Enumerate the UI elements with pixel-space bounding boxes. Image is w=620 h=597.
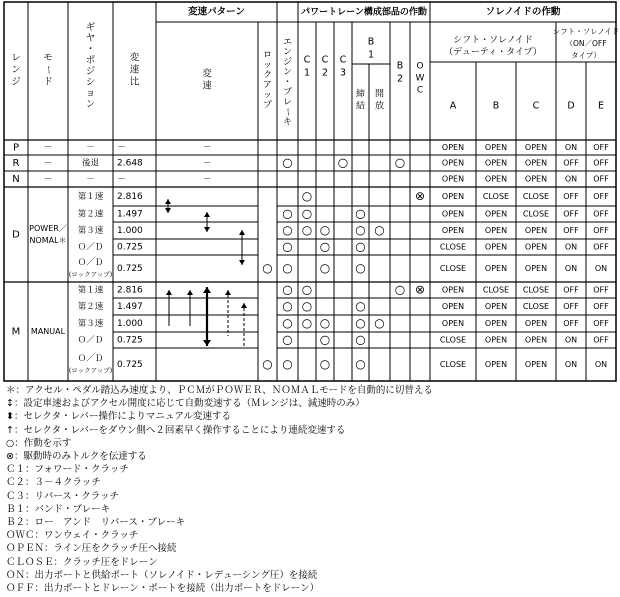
cell-solenoid-c: OPEN (524, 360, 548, 369)
cell-ratio: 1.000 (117, 226, 143, 236)
cell-solenoid-c: OPEN (524, 158, 548, 168)
header-gear-position: ギ (85, 22, 96, 33)
cell-solenoid-a: OPEN (441, 192, 465, 201)
cell-solenoid-d: ON (564, 143, 578, 152)
cell-solenoid-e: OFF (593, 174, 609, 184)
auto-shift-dashed-arrow-head (225, 290, 231, 295)
cell-gear: Ｏ／Ｄ (77, 258, 104, 268)
note-line: ⬍：セレクタ・レバー操作によりマニュアル変速する (6, 411, 232, 423)
note-line: ＊：アクセル・ペダル踏込み速度より、ＰＣＭがＰＯＷＥＲ、ＮＯＭＡＬモードを自動的に切替える (6, 385, 433, 396)
operation-mark-b2: ○ (394, 155, 406, 170)
header-lockup: ア (262, 80, 273, 91)
cell-solenoid-a: CLOSE (439, 242, 467, 252)
cell-solenoid-c: OPEN (524, 335, 548, 345)
header-lockup: プ (262, 100, 273, 111)
header-shift-solenoid-duty: シフト・ソレノイド (453, 35, 533, 46)
cell-solenoid-a: OPEN (441, 302, 465, 311)
cell-range: P (12, 142, 20, 154)
note-line: Ｂ２：ロー アンド リバース・ブレーキ (6, 517, 185, 529)
header-shift-solenoid-onoff: シフト・ソレノイド (552, 27, 620, 36)
header-lockup: ッ (262, 60, 273, 71)
cell-range: D (12, 229, 20, 241)
header-c1: 1 (303, 67, 311, 79)
manual-shift-arrow-head (203, 287, 211, 293)
header-ratio: 速 (129, 64, 140, 76)
cell-gear: 第３速 (77, 226, 104, 236)
operation-mark-eb: ○ (282, 206, 293, 221)
cell-solenoid-b: OPEN (484, 319, 508, 328)
cell-solenoid-c: CLOSE (522, 209, 550, 219)
header-c2: 2 (321, 67, 329, 79)
header-b1: B (367, 36, 375, 48)
cell-solenoid-e: OFF (593, 192, 609, 201)
cell-ratio: 1.000 (117, 319, 143, 329)
cell-solenoid-b: OPEN (484, 226, 508, 235)
cell-solenoid-b: OPEN (484, 264, 508, 273)
cell-mode: NOMAL＊ (29, 236, 67, 245)
cell-solenoid-c: CLOSE (522, 192, 550, 201)
auto-shift-arrow-head (165, 199, 171, 204)
cell-solenoid-c: CLOSE (522, 285, 550, 295)
cell-gear: Ｏ／Ｄ (77, 354, 104, 364)
header-c3: C (339, 54, 347, 66)
operation-mark-c1: ○ (301, 206, 313, 221)
operation-mark-b1e: ○ (355, 261, 366, 275)
operation-mark-c2: ○ (319, 261, 331, 275)
header-sol-a: A (449, 100, 457, 112)
header-b1-release: 放 (374, 101, 385, 112)
cell-solenoid-c: OPEN (524, 226, 548, 235)
note-line: ＣＬＯＳＥ：クラッチ圧をドレーン (6, 556, 158, 568)
header-b1-engage: 結 (355, 101, 366, 112)
note-line: Ｃ３：リバース・クラッチ (6, 490, 120, 502)
operation-mark-c1: ○ (301, 316, 313, 330)
auto-shift-arrow-head (204, 227, 210, 232)
cell-solenoid-d: OFF (563, 302, 579, 311)
cell-solenoid-c: OPEN (524, 319, 548, 328)
header-solenoid-op: ソレノイドの作動 (485, 6, 561, 18)
operation-mark-eb: ○ (282, 357, 293, 371)
operation-mark-b1e: ○ (355, 299, 366, 313)
operation-mark-b1e: ○ (355, 223, 366, 237)
auto-shift-arrow-head (239, 260, 245, 265)
header-owc: O (416, 61, 424, 72)
header-b2: 2 (396, 73, 404, 85)
header-engine-brake: ・ (282, 77, 293, 88)
cell-gear: Ｏ／Ｄ (77, 335, 104, 346)
operation-mark-c2: ○ (319, 332, 331, 347)
cell-range: R (12, 158, 20, 169)
operation-mark-b1e: ○ (355, 357, 366, 371)
cell-solenoid-d: ON (564, 360, 578, 369)
operation-mark-c1: ○ (301, 282, 313, 297)
cell-solenoid-d: OFF (563, 285, 579, 295)
header-engine-brake: ブ (282, 87, 293, 98)
note-line: ＯＰＥＮ：ライン圧をクラッチ圧へ接続 (6, 543, 177, 555)
cell-solenoid-e: ON (594, 360, 608, 369)
operation-mark-b1e: ○ (355, 239, 366, 254)
cell-solenoid-b: OPEN (484, 360, 508, 369)
operation-mark-b1r: ○ (374, 316, 385, 330)
cell-solenoid-a: OPEN (441, 158, 465, 168)
cell-solenoid-d: OFF (563, 192, 579, 201)
cell-solenoid-d: OFF (563, 226, 579, 235)
cell-solenoid-d: ON (564, 242, 578, 252)
cell-ratio: 1.497 (117, 209, 143, 220)
operation-mark-owc: ⊗ (414, 282, 426, 297)
header-shift: 変 (202, 68, 212, 80)
cell-gear: 第１速 (77, 285, 104, 296)
cell-solenoid-e: OFF (593, 158, 609, 168)
cell-ratio: 0.725 (117, 360, 143, 370)
operation-mark-b2: ○ (394, 282, 406, 297)
header-mode: ド (43, 76, 53, 88)
cell-ratio: － (117, 143, 127, 153)
header-owc: C (416, 85, 424, 96)
cell-shift: － (202, 143, 212, 153)
operation-mark-b1e: ○ (355, 332, 366, 347)
cell-ratio: 0.725 (117, 264, 143, 274)
cell-ratio: 2.648 (117, 158, 143, 169)
operation-mark-eb: ○ (282, 261, 293, 275)
cell-solenoid-b: OPEN (484, 242, 508, 252)
cell-mode: － (43, 143, 53, 153)
operation-mark-eb: ○ (282, 299, 293, 313)
header-gear-position: ヤ (85, 33, 96, 44)
header-shift-solenoid-onoff: （ON／OFF (565, 39, 607, 48)
header-engine-brake: ー (282, 107, 292, 117)
cell-solenoid-a: OPEN (441, 226, 465, 235)
header-lockup: ク (262, 70, 273, 81)
cell-gear: 後退 (81, 158, 100, 169)
cell-range: N (12, 174, 20, 185)
cell-solenoid-d: ON (564, 335, 578, 345)
header-engine-brake: ン (282, 47, 293, 58)
manual-shift-arrow-head (203, 340, 211, 346)
header-range: レ (11, 52, 21, 64)
header-engine-brake: エ (282, 37, 293, 48)
cell-solenoid-c: OPEN (524, 174, 548, 184)
cell-solenoid-e: OFF (593, 209, 609, 219)
cell-solenoid-c: CLOSE (522, 302, 550, 311)
cell-solenoid-c: OPEN (524, 242, 548, 252)
cell-solenoid-b: OPEN (484, 143, 508, 152)
header-lockup: ッ (262, 90, 273, 101)
cell-mode: － (43, 158, 53, 169)
cell-solenoid-a: OPEN (441, 319, 465, 328)
cell-solenoid-b: CLOSE (482, 192, 510, 201)
operation-mark-c2: ○ (319, 223, 331, 237)
cell-gear-sub: (ロックアップ) (68, 270, 113, 279)
cell-ratio: － (117, 174, 127, 185)
cell-gear: － (86, 143, 95, 153)
cell-solenoid-d: OFF (563, 209, 579, 219)
operation-mark-c2: ○ (319, 239, 331, 254)
cell-mode: － (43, 174, 53, 185)
cell-solenoid-a: CLOSE (439, 335, 467, 345)
cell-ratio: 2.816 (117, 285, 143, 296)
header-mode: ー (42, 65, 54, 75)
cell-ratio: 0.725 (117, 335, 143, 346)
cell-solenoid-e: ON (594, 264, 608, 273)
operation-mark-c3: ○ (337, 155, 349, 170)
cell-gear-sub: (ロックアップ) (68, 366, 113, 375)
operation-mark-eb: ○ (282, 332, 293, 347)
note-line: Ｂ１：バンド・ブレーキ (6, 503, 111, 515)
cell-gear: 第１速 (77, 192, 104, 202)
note-line: ↑：セレクタ・レバーをダウン側へ２回素早く操作することにより連続変速する (6, 424, 346, 436)
auto-shift-arrow-head (239, 230, 245, 235)
cell-solenoid-b: OPEN (484, 158, 508, 168)
note-line: ＯＦＦ：出力ポートとドレーン・ポートを接続（出力ポートをドレーン） (6, 583, 320, 595)
operation-mark-eb: ○ (282, 239, 293, 254)
cell-solenoid-c: OPEN (524, 143, 548, 152)
operation-mark-b1r: ○ (374, 223, 385, 237)
cell-solenoid-a: OPEN (441, 285, 465, 295)
header-b1-engage: 締 (355, 89, 366, 100)
header-engine-brake: ジ (282, 57, 293, 68)
cell-solenoid-b: OPEN (484, 302, 508, 311)
cell-gear: 第２速 (77, 302, 104, 312)
cell-solenoid-a: CLOSE (439, 360, 467, 369)
header-shift-solenoid-onoff: タイプ） (571, 51, 601, 60)
note-line: ＯＮ：出力ポートと供給ポート（ソレノイド・レデューシング圧）を接続 (6, 569, 318, 581)
cell-solenoid-e: OFF (593, 226, 609, 235)
cell-gear: 第３速 (77, 319, 104, 329)
header-mode: モ (43, 52, 53, 64)
cell-solenoid-a: OPEN (441, 209, 465, 219)
header-shift-solenoid-duty: （デューティ・タイプ） (444, 47, 542, 58)
header-engine-brake: レ (282, 97, 293, 108)
down-shift-arrow-head (166, 290, 172, 295)
operation-mark-eb: ○ (282, 223, 293, 237)
header-b1-release: 開 (374, 89, 385, 100)
operation-mark-eb: ○ (282, 316, 293, 330)
operation-mark-c1: ○ (301, 223, 313, 237)
cell-solenoid-d: OFF (563, 158, 579, 168)
header-b1: 1 (367, 49, 375, 61)
auto-shift-arrow-head (204, 212, 210, 217)
header-range: ン (11, 64, 21, 76)
cell-solenoid-a: OPEN (441, 174, 465, 184)
cell-solenoid-e: OFF (593, 302, 609, 311)
cell-gear: Ｏ／Ｄ (77, 242, 104, 253)
cell-solenoid-b: OPEN (484, 209, 508, 219)
header-shift-pattern: 変速パターン (188, 6, 245, 18)
operation-mark-lockup: ○ (262, 357, 273, 371)
cell-solenoid-b: OPEN (484, 174, 508, 184)
cell-solenoid-a: CLOSE (439, 264, 467, 273)
header-c1: C (303, 54, 311, 66)
operation-mark-lockup: ○ (262, 261, 273, 275)
cell-shift: － (202, 158, 212, 169)
cell-solenoid-e: OFF (593, 242, 609, 252)
operation-mark-eb: ○ (282, 282, 293, 297)
header-gear-position: シ (85, 77, 96, 88)
cell-mode: MANUAL (30, 327, 66, 336)
header-lockup: ロ (262, 50, 273, 61)
operation-mark-c2: ○ (319, 316, 331, 330)
note-line: ↕：設定車速およびアクセル開度に応じて自動変速する（Ｍレンジは、減速時のみ） (6, 398, 365, 410)
operation-mark-b1e: ○ (355, 316, 366, 330)
cell-ratio: 0.725 (117, 242, 143, 253)
header-gear-position: ン (85, 99, 96, 110)
header-gear-position: ョ (85, 88, 96, 99)
note-line: ⊗：駆動時のみトルクを伝達する (6, 451, 147, 463)
legend-notes (6, 384, 616, 595)
header-sol-c: C (532, 100, 540, 112)
header-c2: C (321, 54, 329, 66)
header-ratio: 変 (129, 52, 140, 64)
operation-mark-c2: ○ (319, 357, 331, 371)
operation-mark-eb: ○ (282, 155, 293, 170)
header-c3: 3 (339, 67, 347, 79)
note-line: Ｃ２：３－４クラッチ (6, 477, 101, 489)
header-b2: B (396, 60, 404, 72)
cell-gear: － (86, 174, 95, 185)
cell-mode: POWER／ (29, 224, 67, 233)
cell-solenoid-c: OPEN (524, 264, 548, 273)
header-owc: W (415, 73, 425, 84)
header-shift: 速 (202, 80, 212, 92)
cell-solenoid-e: OFF (593, 143, 609, 152)
cell-range: M (11, 326, 21, 338)
header-engine-brake: キ (282, 117, 293, 128)
note-line: ＯＷＣ：ワンウェイ・クラッチ (6, 530, 139, 542)
note-line: ○：作動を示す (6, 437, 72, 449)
header-engine-brake: ン (282, 67, 293, 78)
cell-solenoid-e: OFF (593, 285, 609, 295)
cell-solenoid-b: CLOSE (482, 285, 510, 295)
operation-mark-c1: ○ (301, 189, 313, 203)
cell-solenoid-e: OFF (593, 335, 609, 345)
cell-solenoid-b: OPEN (484, 335, 508, 345)
header-sol-d: D (567, 100, 575, 112)
cell-ratio: 1.497 (117, 302, 143, 312)
cell-solenoid-d: OFF (563, 319, 579, 328)
header-gear-position: ポ (85, 55, 96, 66)
cell-solenoid-d: ON (564, 264, 578, 273)
cell-shift: － (202, 174, 212, 185)
cell-solenoid-e: OFF (593, 319, 609, 328)
note-line: Ｃ１：フォワード・クラッチ (6, 464, 129, 476)
down-shift-arrow-head (187, 290, 193, 295)
cell-solenoid-a: OPEN (441, 143, 465, 152)
header-ratio: 比 (129, 76, 140, 88)
header-gear-position: ・ (85, 44, 96, 55)
header-powertrain: パワートレーン構成部品の作動 (301, 7, 427, 18)
cell-solenoid-d: ON (564, 174, 578, 184)
auto-shift-arrow-head (165, 208, 171, 213)
operation-mark-b1e: ○ (355, 206, 366, 221)
cell-ratio: 2.816 (117, 192, 143, 202)
operation-mark-c1: ○ (301, 299, 313, 313)
operation-mark-owc: ⊗ (414, 189, 426, 203)
cell-gear: 第２速 (77, 209, 104, 220)
auto-shift-dashed-arrow-head (241, 303, 247, 308)
header-sol-b: B (492, 100, 500, 112)
header-sol-e: E (597, 100, 605, 112)
header-range: ジ (11, 76, 21, 88)
header-gear-position: ジ (85, 66, 96, 77)
